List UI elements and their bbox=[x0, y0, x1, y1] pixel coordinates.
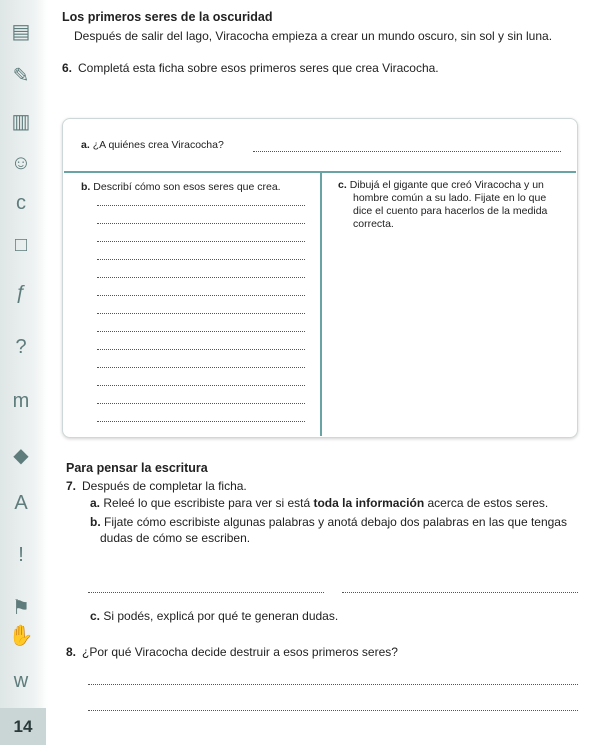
question-8-text: ¿Por qué Viracocha decide destruir a esos primeros seres? bbox=[82, 645, 398, 659]
question-7-text: Después de completar la ficha. bbox=[82, 479, 247, 493]
writing-section bbox=[66, 461, 586, 547]
answer-8-line-2[interactable] bbox=[88, 710, 578, 711]
clipboard-icon: ▤ bbox=[11, 20, 31, 43]
square-icon: □ bbox=[14, 233, 28, 256]
question-a-text: ¿A quiénes crea Viracocha? bbox=[92, 139, 224, 151]
activity-6-text: Completá esta ficha sobre esos primeros seres que crea Viracocha. bbox=[78, 61, 439, 75]
answer-a-line[interactable] bbox=[253, 151, 561, 152]
book-icon: ▥ bbox=[11, 110, 31, 133]
question-7c bbox=[90, 608, 610, 625]
answer-b-line[interactable] bbox=[97, 349, 305, 350]
story-section bbox=[62, 10, 584, 75]
letter-w-icon: w bbox=[13, 669, 29, 692]
answer-b-line[interactable] bbox=[97, 259, 305, 260]
question-7a-text-after: acerca de estos seres. bbox=[424, 496, 549, 510]
word-doubt-line-1[interactable] bbox=[88, 592, 324, 593]
shield-icon: ◆ bbox=[13, 444, 29, 467]
question-7a-text-bold: toda la información bbox=[313, 496, 425, 510]
handshake-icon: ✋ bbox=[8, 624, 34, 647]
card-divider-vertical bbox=[320, 173, 322, 436]
activity-6-number: 6. bbox=[62, 61, 73, 75]
answer-b-line[interactable] bbox=[97, 295, 305, 296]
question-c-letter: c. bbox=[338, 179, 347, 191]
question-7a-text-before: Releé lo que escribiste para ver si está bbox=[103, 496, 314, 510]
exclamation-icon: ! bbox=[18, 543, 24, 566]
question-7a-letter: a. bbox=[90, 496, 101, 510]
question-7 bbox=[66, 479, 586, 493]
question-b bbox=[81, 181, 317, 193]
question-8-number: 8. bbox=[66, 645, 77, 659]
answer-b-line[interactable] bbox=[97, 403, 305, 404]
question-bubble-icon: ? bbox=[15, 335, 27, 358]
question-c-text: Dibujá el gigante que creó Viracocha y un hombre común a su lado. Fijate en lo que dice el cuento para hacerlos de la medida correcta. bbox=[349, 179, 548, 230]
story-title: Los primeros seres de la oscuridad bbox=[62, 10, 273, 24]
question-7b-letter: b. bbox=[90, 514, 101, 529]
pencil-icon: ✎ bbox=[12, 64, 30, 87]
answer-b-line[interactable] bbox=[97, 313, 305, 314]
question-a bbox=[81, 139, 224, 151]
letter-c-icon: c bbox=[16, 191, 26, 214]
word-doubt-line-2[interactable] bbox=[342, 592, 578, 593]
flag-icon: ⚑ bbox=[12, 596, 30, 619]
letter-m-icon: m bbox=[12, 389, 30, 412]
answer-8-line-1[interactable] bbox=[88, 684, 578, 685]
question-8 bbox=[66, 645, 398, 659]
letter-a-icon: A bbox=[14, 491, 28, 514]
answer-b-line[interactable] bbox=[97, 241, 305, 242]
answer-b-line[interactable] bbox=[97, 367, 305, 368]
writing-title: Para pensar la escritura bbox=[66, 461, 208, 475]
question-c bbox=[338, 179, 563, 231]
answer-b-line[interactable] bbox=[97, 223, 305, 224]
question-7b-text: Fijate cómo escribiste algunas palabras y anotá debajo dos palabras en las que tengas dudas de cómo se escriben. bbox=[100, 514, 567, 545]
question-7a bbox=[90, 495, 586, 512]
child-figure-icon: ☺ bbox=[10, 151, 32, 174]
question-7-number: 7. bbox=[66, 479, 77, 493]
decorative-margin bbox=[0, 0, 48, 745]
question-c-body bbox=[338, 179, 563, 231]
question-a-letter: a. bbox=[81, 139, 90, 151]
question-b-text: Describí cómo son esos seres que crea. bbox=[93, 181, 281, 193]
answer-b-line[interactable] bbox=[97, 277, 305, 278]
story-intro: Después de salir del lago, Viracocha empieza a crear un mundo oscuro, sin sol y sin luna. bbox=[74, 29, 553, 43]
letter-f-icon: ƒ bbox=[15, 281, 27, 304]
page-number: 14 bbox=[0, 708, 46, 745]
question-7c-text: Si podés, explicá por qué te generan dudas. bbox=[103, 609, 339, 623]
question-7c-letter: c. bbox=[90, 609, 101, 623]
activity-6-prompt bbox=[62, 61, 584, 75]
answer-b-line[interactable] bbox=[97, 385, 305, 386]
answer-b-line[interactable] bbox=[97, 331, 305, 332]
drawing-area[interactable] bbox=[325, 239, 573, 433]
question-7b bbox=[90, 514, 586, 547]
worksheet-card bbox=[62, 118, 578, 438]
question-b-letter: b. bbox=[81, 181, 91, 193]
answer-b-line[interactable] bbox=[97, 421, 305, 422]
answer-b-line[interactable] bbox=[97, 205, 305, 206]
